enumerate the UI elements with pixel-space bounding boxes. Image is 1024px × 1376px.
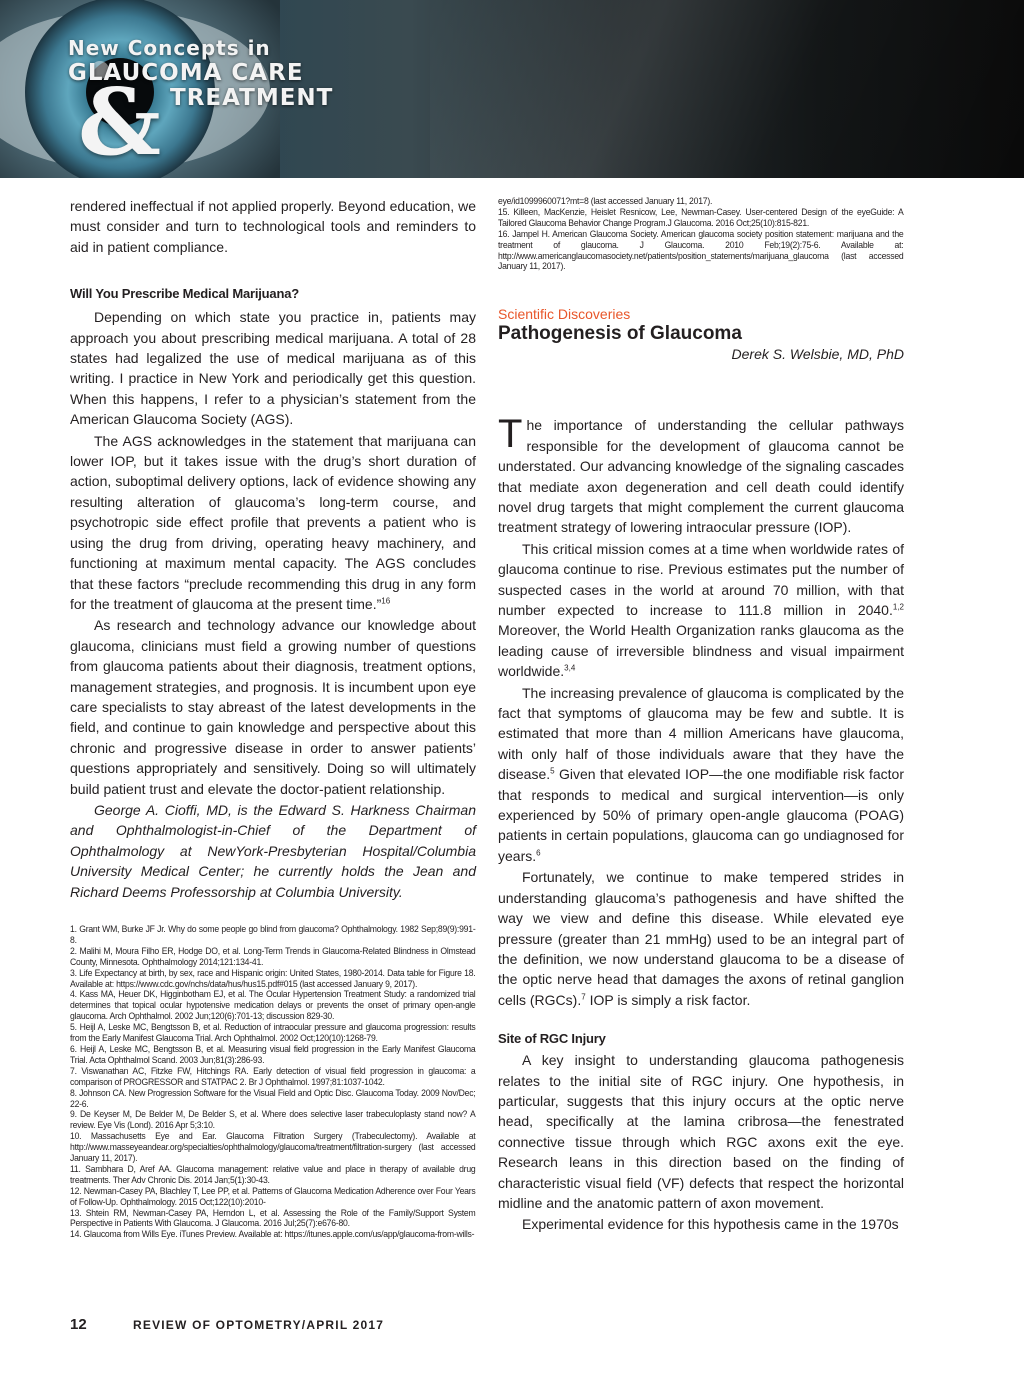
citation-5: 5 bbox=[550, 766, 555, 776]
citation-7: 7 bbox=[581, 992, 586, 1002]
author-bio: George A. Cioffi, MD, is the Edward S. Harkness Chairman and Ophthalmologist-in-Chief of the Department of Ophthalmology at NewYork-Presbyterian Hospital/Columbia University Medical Center; he currently holds the Jean and Richard Deems Professorship at Columbia University. bbox=[70, 801, 476, 900]
rgc-subhead: Site of RGC Injury bbox=[498, 1031, 606, 1047]
banner-line-3: TREATMENT bbox=[170, 85, 334, 111]
drop-cap: T bbox=[498, 412, 523, 457]
article-paragraph-5: A key insight to understanding glaucoma pathogenesis relates to the initial site of RGC injury. One hypothesis, in particular, suggests that this injury occurs at the optic nerve head, specifically at the lamina cribrosa—the fenestrated connective tissue through which RGC axons exit the eye. Research leans in this direction based on the finding of characteristic visual field (VF) defects that respect the horizontal midline and the anatomic pattern of axon movement. bbox=[498, 1052, 904, 1211]
reference-item: 15. Killeen, MacKenzie, Heislet Resnicow, Lee, Newman-Casey. User-centered Design of the eyeGuide: A Tailored Glaucoma Behavior Change Program.J Glaucoma. 2016 Oct;25(10):815-821. bbox=[498, 206, 904, 228]
reference-item: 2. Malihi M, Moura Filho ER, Hodge DO, et al. Long-Term Trends in Glaucoma-Related Blindness in Olmstead County, Minnesota. Ophthalmology 2014;121:134-41. bbox=[70, 945, 476, 967]
marijuana-subhead: Will You Prescribe Medical Marijuana? bbox=[70, 286, 299, 302]
reference-item: 14. Glaucoma from Wills Eye. iTunes Preview. Available at: https://itunes.apple.com/us/app/glaucoma-from-wills- bbox=[70, 1229, 475, 1240]
banner-sheen bbox=[430, 0, 1024, 178]
banner-line-2: GLAUCOMA CARE bbox=[68, 60, 304, 86]
marijuana-paragraph-1: Depending on which state you practice in, patients may approach you about prescribing medical marijuana. A total of 28 states had legalized the use of medical marijuana as of this writing. I practice in New York and periodically get this question. When this happens, I refer to a physician’s statement from the American Glaucoma Society (AGS). bbox=[70, 309, 476, 428]
citation-16: 16 bbox=[381, 596, 391, 606]
section-tag: Scientific Discoveries bbox=[498, 306, 631, 323]
reference-item: 12. Newman-Casey PA, Blachley T, Lee PP, et al. Patterns of Glaucoma Medication Adherence over Four Years of Follow-Up. Ophthalmology. 2015 Oct;122(10):2010- bbox=[70, 1185, 476, 1207]
article-paragraph-4 bbox=[498, 867, 904, 1010]
paragraph-3a-text: The increasing prevalence of glaucoma is complicated by the fact that symptoms of glaucoma may be few and subtle. It is estimated that more than 4 million Americans have glaucoma, with only half of those individuals aware that they have the disease. bbox=[498, 684, 904, 783]
reference-item: 6. Heijl A, Leske MC, Bengtsson B, et al. Measuring visual field progression in the Early Manifest Glaucoma Trial. Acta Ophthalmol Scand. 2003 Jun;81(3):286-93. bbox=[70, 1043, 476, 1065]
paragraph-3b-text: Given that elevated IOP—the one modifiable risk factor that responds to medical and surgical intervention—is only experienced by 50% of primary open-angle glaucoma (POAG) patients in certain populations, glaucoma can go undiagnosed for years. bbox=[498, 766, 904, 864]
reference-item: 7. Viswanathan AC, Fitzke FW, Hitchings RA. Early detection of visual field progression in glaucoma: a comparison of PROGRESSOR and STATPAC 2. Br J Ophthalmol. 1997;81:1037-1042. bbox=[70, 1065, 476, 1087]
reference-item: 4. Kass MA, Heuer DK, Higginbotham EJ, et al. The Ocular Hypertension Treatment Study: a randomized trial determines that topical ocular hypotensive medication delays or prevents the onset of primary open-angle glaucoma. Arch Ophthalmol. 2002 Jun;120(6):701-13; discussion 829-30. bbox=[70, 989, 476, 1022]
reference-item: 10. Massachusetts Eye and Ear. Glaucoma Filtration Surgery (Trabeculectomy). Available at http://www.masseyeandear.org/specialties/ophthalmology/glaucoma/treatment/filtration-surgery (last accessed January 11, 2017). bbox=[70, 1131, 476, 1164]
reference-item: 16. Jampel H. American Glaucoma Society. American glaucoma society position statement: marijuana and the treatment of glaucoma. J Glaucoma. 2010 Feb;19(2):75-6. Available at: http://www.americanglaucomasociety.net/patients/position_statements/marijuana_glaucoma (last accessed January 11, 2017). bbox=[498, 228, 904, 272]
page-footer bbox=[70, 1316, 670, 1336]
paragraph-1-text: he importance of understanding the cellular pathways responsible for the development of glaucoma cannot be understated. Our advancing knowledge of the signaling cascades that mediate axon degeneration and cell death could identify novel drug targets that might complement the current glaucoma treatment strategy of lowering intraocular pressure (IOP). bbox=[498, 417, 904, 536]
citation-1-2: 1,2 bbox=[892, 602, 904, 612]
paragraph-4a-text: Fortunately, we continue to make tempered strides in understanding glaucoma’s pathogenesis and have shifted the way we view and define this disease. While elevated eye pressure (greater than 21 mmHg) used to be an integral part of the definition, we now understand glaucoma to be a disease of the optic nerve head that damages the axons of retinal ganglion cells (RGCs). bbox=[498, 869, 904, 1008]
right-column bbox=[498, 196, 904, 1235]
references-right bbox=[498, 196, 903, 272]
banner-ampersand: & bbox=[78, 68, 162, 176]
reference-item: 1. Grant WM, Burke JF Jr. Why do some people go blind from glaucoma? Ophthalmology. 1982 Sep;89(9):991-8. bbox=[70, 924, 476, 945]
reference-item: 9. De Keyser M, De Belder M, De Belder S, et al. Where does selective laser trabeculoplasty stand now? A review. Eye Vis (Lond). 2016 Apr 5;3:10. bbox=[70, 1109, 476, 1131]
intro-paragraph: rendered ineffectual if not applied properly. Beyond education, we must consider and turn to technological tools and reminders to aid in patient compliance. bbox=[70, 198, 476, 255]
citation-6: 6 bbox=[536, 848, 541, 858]
reference-item: 8. Johnson CA. New Progression Software for the Visual Field and Optic Disc. Glaucoma Today. 2009 Nov/Dec; 22-6. bbox=[70, 1087, 476, 1109]
paragraph-4b-text: IOP is simply a risk factor. bbox=[585, 991, 751, 1008]
journal-name: REVIEW OF OPTOMETRY/APRIL 2017 bbox=[133, 1318, 385, 1332]
header-banner bbox=[0, 0, 1024, 178]
reference-item: 5. Heijl A, Leske MC, Bengtsson B, et al. Reduction of intraocular pressure and glaucoma progression: results from the Early Manifest Glaucoma Trial. Arch Ophthalmol. 2002 Oct;120(10):1268-79. bbox=[70, 1022, 476, 1044]
paragraph-2-text: The AGS acknowledges in the statement that marijuana can lower IOP, but it takes issue with the drug’s short duration of action, suboptimal delivery options, lack of evidence showing any resulting alteration of glaucoma’s long-term course, and psychotropic side effect profile that prevents a patient who is using the drug from driving, operating heavy machinery, and functioning at maximum mental capacity. The AGS concludes that these factors “preclude recommending this drug in any form for the treatment of glaucoma at the present time.” bbox=[70, 432, 476, 612]
banner-line-1: New Concepts in bbox=[68, 36, 271, 60]
left-column bbox=[70, 196, 476, 1240]
article-paragraph-3 bbox=[498, 683, 904, 867]
citation-3-4: 3,4 bbox=[564, 663, 576, 673]
article-paragraph-2 bbox=[498, 539, 904, 682]
article-paragraph-6: Experimental evidence for this hypothesis came in the 1970s bbox=[522, 1216, 899, 1233]
paragraph-2b-text: Moreover, the World Health Organization ranks glaucoma as the leading cause of irreversible blindness and visual impairment worldwide. bbox=[498, 622, 904, 680]
marijuana-paragraph-2 bbox=[70, 431, 476, 615]
research-paragraph: As research and technology advance our knowledge about glaucoma, clinicians must field a growing number of questions from glaucoma patients about their diagnosis, treatment options, management strategies, and prognosis. It is incumbent upon eye care specialists to stay abreast of the latest developments in the field, and continue to gain knowledge and perspective about this chronic and progressive disease in order to answer patients’ questions appropriately and sensitively. Doing so will ultimately build patient trust and elevate the doctor-patient relationship. bbox=[70, 617, 476, 797]
article-body bbox=[498, 412, 904, 1234]
page-number: 12 bbox=[70, 1316, 87, 1333]
references-left bbox=[70, 924, 475, 1240]
byline: Derek S. Welsbie, MD, PhD bbox=[731, 346, 904, 363]
reference-item: 3. Life Expectancy at birth, by sex, race and Hispanic origin: United States, 1980-2014. Data table for Figure 18. Available at: https://www.cdc.gov/nchs/data/hus/hus15.pdf#015 (last accessed January 9, 2017). bbox=[70, 967, 476, 989]
article-paragraph-1 bbox=[498, 412, 904, 537]
reference-item: eye/id1099960071?mt=8 (last accessed January 11, 2017). bbox=[498, 196, 713, 206]
paragraph-2a-text: This critical mission comes at a time when worldwide rates of glaucoma continue to rise. Previous estimates put the number of suspected cases in the world at around 70 million, with that number expected to increase to 111.8 million in 2040. bbox=[498, 540, 904, 618]
article-title: Pathogenesis of Glaucoma bbox=[498, 323, 742, 345]
reference-item: 13. Shtein RM, Newman-Casey PA, Herndon L, et al. Assessing the Role of the Family/Support System Perspective in Patients With Glaucoma. J Glaucoma. 2016 Jul;25(7):e676-80. bbox=[70, 1207, 476, 1229]
reference-item: 11. Sambhara D, Aref AA. Glaucoma management: relative value and place in therapy of available drug treatments. Ther Adv Chronic Dis. 2014 Jan;5(1):30-43. bbox=[70, 1163, 476, 1185]
